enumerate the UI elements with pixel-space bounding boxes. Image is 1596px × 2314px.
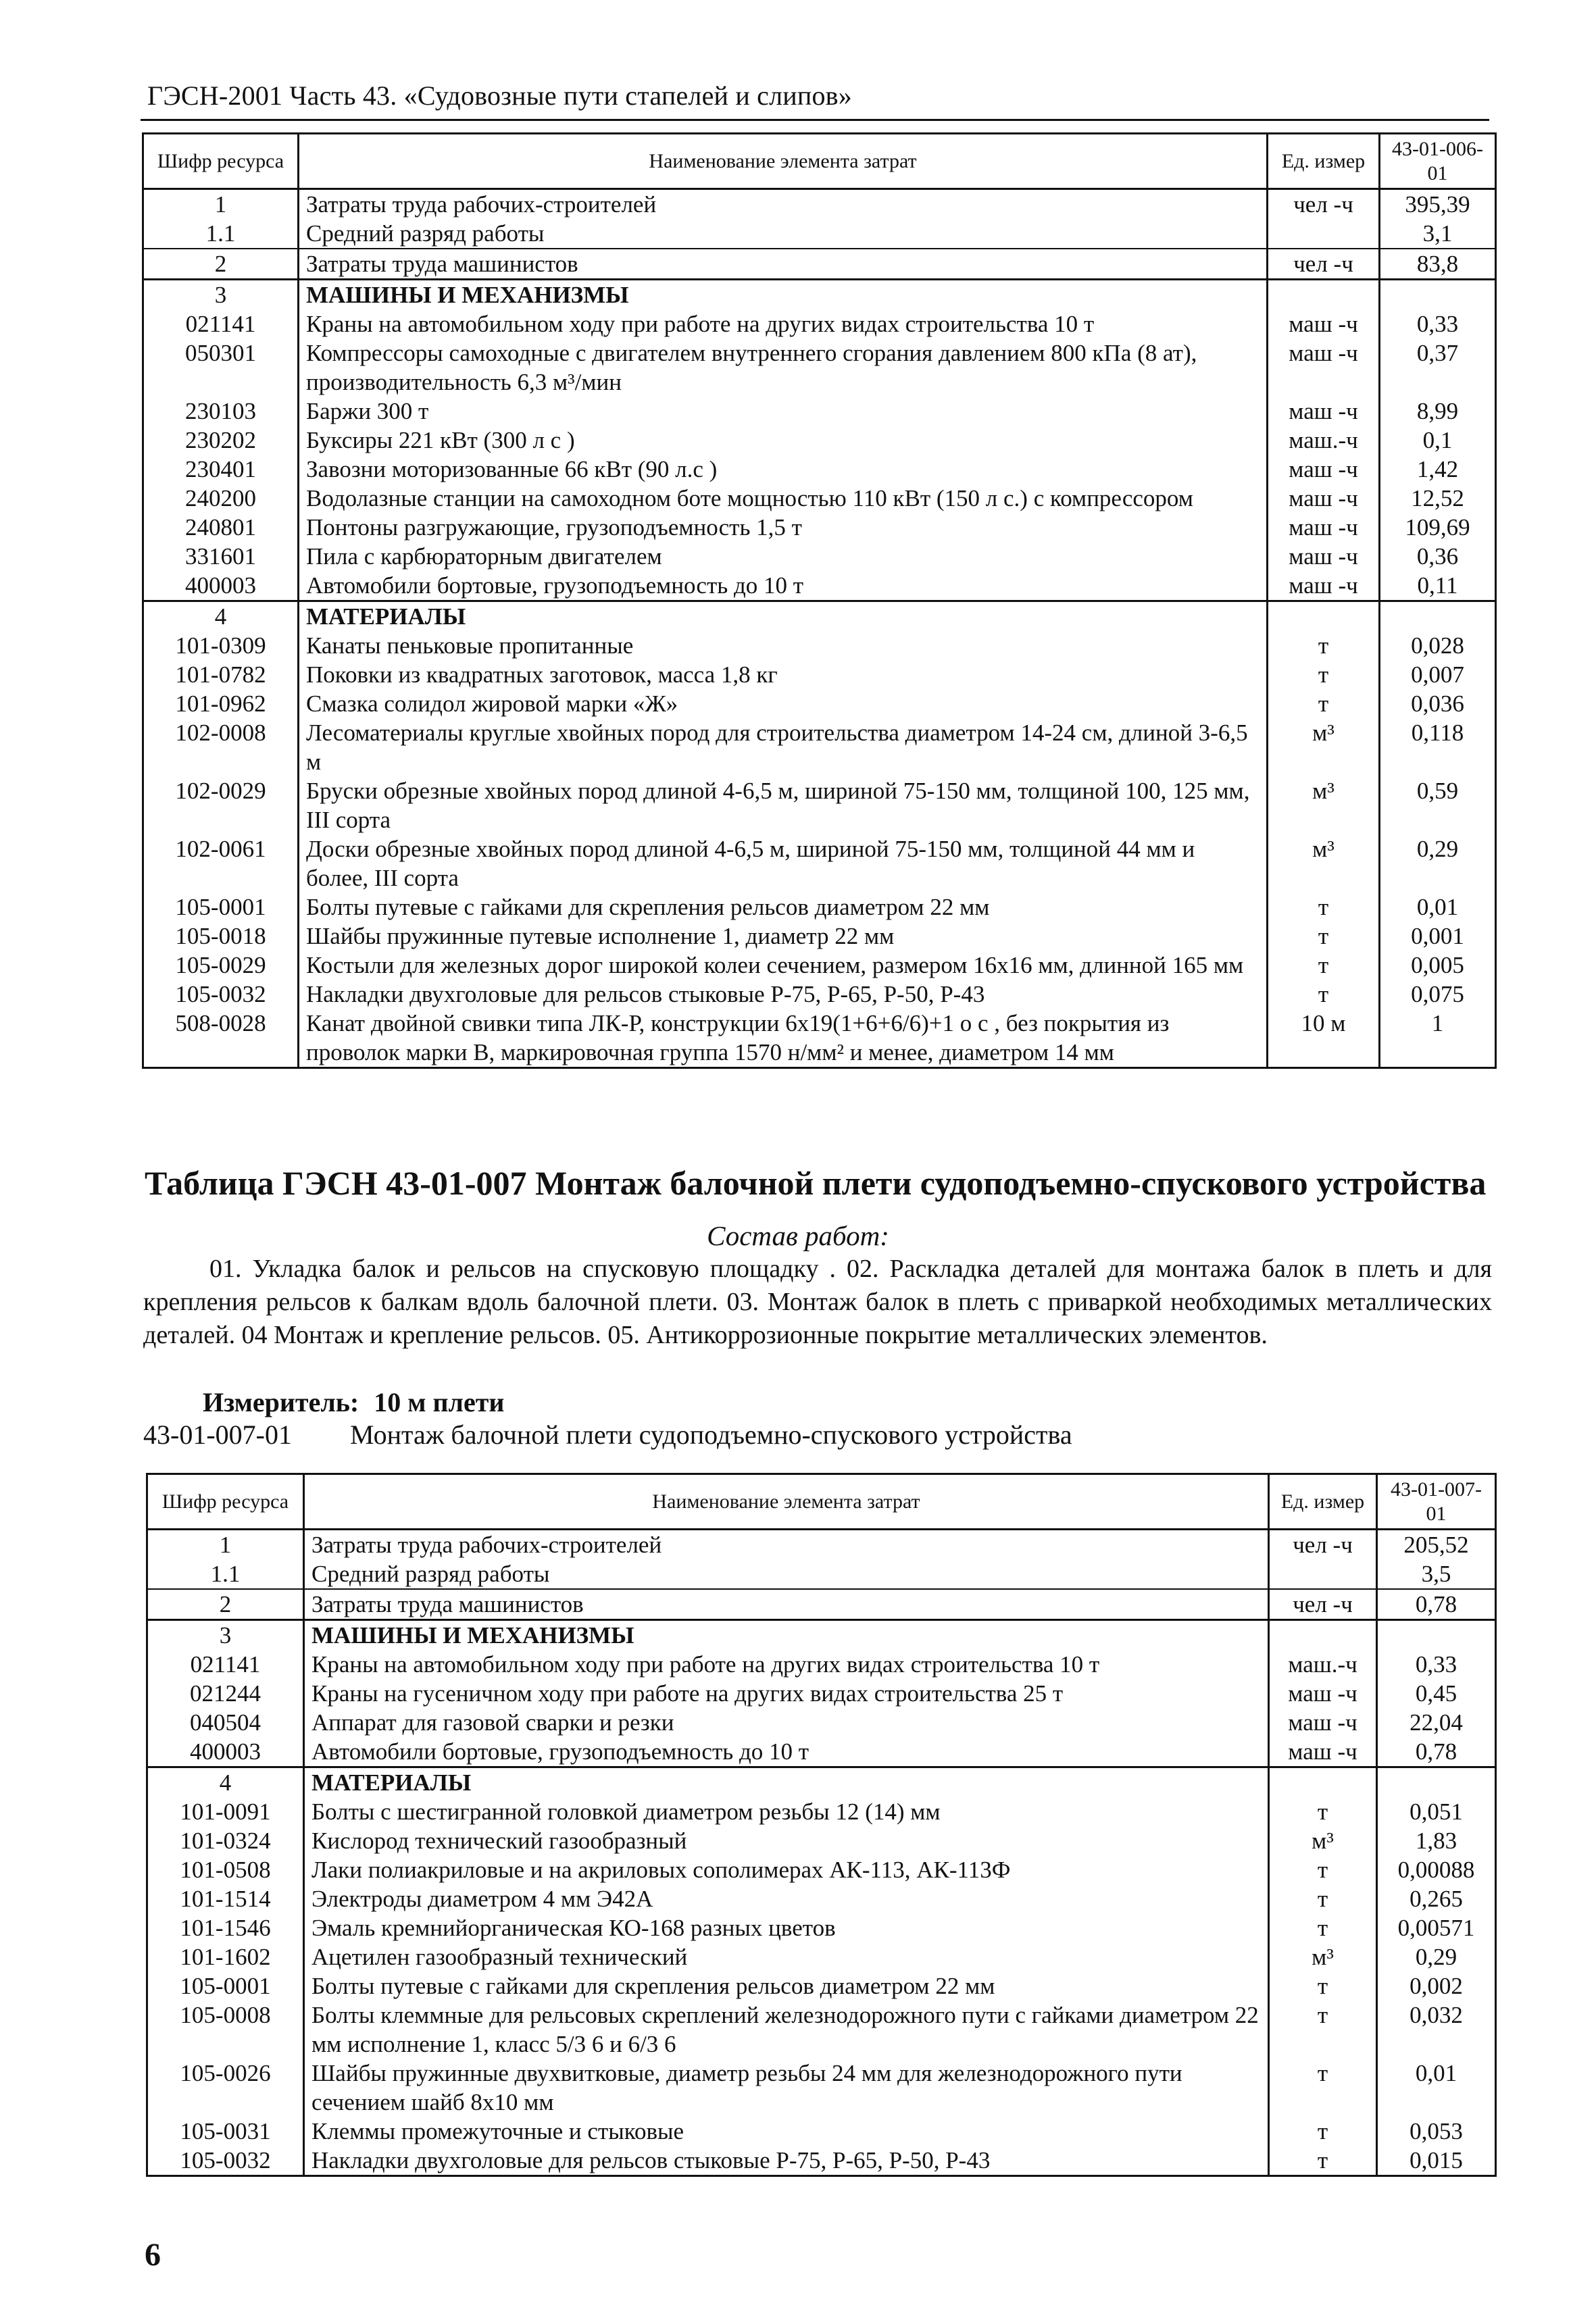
resource-code-cell: 105-0032 [143, 980, 299, 1009]
unit-cell: м³ [1268, 776, 1380, 834]
table-row [143, 834, 1496, 892]
resource-code-cell: 105-0031 [147, 2117, 304, 2146]
resource-code-cell: 101-0508 [147, 1855, 304, 1884]
unit-cell: маш -ч [1268, 338, 1380, 397]
resource-name-cell: Краны на автомобильном ходу при работе на других видах строительства 10 т [304, 1650, 1269, 1679]
resource-code-cell: 2 [143, 249, 299, 280]
resource-name-cell: Шайбы пружинные двухвитковые, диаметр резьбы 24 мм для железнодорожного пути сечением шайб 8х10 мм [304, 2059, 1269, 2117]
resource-code-cell: 230202 [143, 426, 299, 455]
table-row [147, 1971, 1496, 2001]
unit-cell: т [1269, 2059, 1377, 2117]
unit-cell: м³ [1268, 718, 1380, 776]
resource-name-cell: Болты путевые с гайками для скрепления рельсов диаметром 22 мм [304, 1971, 1269, 2001]
norm-value-cell: 0,028 [1380, 631, 1496, 660]
table-row [143, 660, 1496, 689]
norm-value-cell: 0,118 [1380, 718, 1496, 776]
resource-name-cell: Ацетилен газообразный технический [304, 1942, 1269, 1971]
resource-name-cell: Затраты труда рабочих-строителей [299, 189, 1268, 220]
resource-code-cell: 3 [147, 1620, 304, 1651]
unit-cell [1269, 1559, 1377, 1589]
norm-value-cell: 0,00088 [1377, 1855, 1496, 1884]
resource-code-cell: 101-0091 [147, 1797, 304, 1826]
resource-code-cell: 105-0001 [143, 892, 299, 922]
table-row [143, 1009, 1496, 1068]
table-row [147, 1855, 1496, 1884]
table-row [147, 1530, 1496, 1560]
resource-name-cell: Баржи 300 т [299, 397, 1268, 426]
resource-name-cell: Канаты пеньковые пропитанные [299, 631, 1268, 660]
table-row [143, 484, 1496, 513]
resource-code-cell: 105-0026 [147, 2059, 304, 2117]
resource-code-cell: 040504 [147, 1708, 304, 1737]
resource-code-cell: 230401 [143, 455, 299, 484]
table-row [143, 951, 1496, 980]
resource-code-cell: 400003 [143, 571, 299, 601]
table-row [143, 631, 1496, 660]
unit-cell [1269, 1620, 1377, 1651]
unit-cell: маш -ч [1269, 1737, 1377, 1767]
norm-value-cell [1377, 1620, 1496, 1651]
table-row [147, 1913, 1496, 1942]
resource-code-cell: 1.1 [143, 219, 299, 249]
norm-value-cell: 205,52 [1377, 1530, 1496, 1560]
unit-cell: т [1269, 2001, 1377, 2059]
unit-cell: м³ [1269, 1942, 1377, 1971]
column-header-name: Наименование элемента затрат [299, 134, 1268, 189]
unit-cell: маш -ч [1268, 571, 1380, 601]
resource-name-cell: Болты клеммные для рельсовых скреплений железнодорожного пути с гайками диаметром 22 мм исполнение 1, класс 5/3 6 и 6/3 6 [304, 2001, 1269, 2059]
table-row [147, 2059, 1496, 2117]
unit-cell [1268, 601, 1380, 632]
unit-cell [1269, 1767, 1377, 1798]
works-label: Состав работ: [707, 1220, 889, 1251]
resource-name-cell: Краны на автомобильном ходу при работе на других видах строительства 10 т [299, 309, 1268, 338]
unit-cell: маш -ч [1269, 1708, 1377, 1737]
table-row [147, 1826, 1496, 1855]
unit-cell: маш -ч [1268, 513, 1380, 542]
table-row [143, 892, 1496, 922]
table-row [147, 1884, 1496, 1913]
unit-cell: м³ [1269, 1826, 1377, 1855]
page-number: 6 [145, 2237, 161, 2273]
norm-value-cell: 0,051 [1377, 1797, 1496, 1826]
resource-name-cell: Шайбы пружинные путевые исполнение 1, диаметр 22 мм [299, 922, 1268, 951]
resource-code-cell: 331601 [143, 542, 299, 571]
norm-value-cell: 1,42 [1380, 455, 1496, 484]
unit-cell: т [1268, 689, 1380, 718]
unit-cell: чел -ч [1268, 189, 1380, 220]
norm-value-cell: 22,04 [1377, 1708, 1496, 1737]
norm-code-line [143, 1419, 1072, 1451]
resource-name-cell: Поковки из квадратных заготовок, масса 1,8 кг [299, 660, 1268, 689]
resource-code-cell: 101-1602 [147, 1942, 304, 1971]
unit-cell: т [1269, 1797, 1377, 1826]
unit-cell: т [1269, 1913, 1377, 1942]
norm-value-cell: 0,002 [1377, 1971, 1496, 2001]
norm-value-cell: 0,015 [1377, 2146, 1496, 2176]
unit-cell: т [1268, 980, 1380, 1009]
table-row [143, 980, 1496, 1009]
resource-name-cell: Затраты труда рабочих-строителей [304, 1530, 1269, 1560]
resource-code-cell: 4 [143, 601, 299, 632]
resource-name-cell: Автомобили бортовые, грузоподъемность до 10 т [304, 1737, 1269, 1767]
norm-value-cell: 0,59 [1380, 776, 1496, 834]
table-row [147, 1679, 1496, 1708]
table-row [147, 2001, 1496, 2059]
table-row [147, 1767, 1496, 1798]
norm-value-cell: 0,33 [1377, 1650, 1496, 1679]
table-row [143, 426, 1496, 455]
resource-code-cell: 105-0008 [147, 2001, 304, 2059]
norm-value-cell: 83,8 [1380, 249, 1496, 280]
resource-name-cell: Кислород технический газообразный [304, 1826, 1269, 1855]
meter-line [203, 1386, 504, 1418]
resource-name-cell: Водолазные станции на самоходном боте мощностью 110 кВт (150 л с.) с компрессором [299, 484, 1268, 513]
unit-cell: маш.-ч [1268, 426, 1380, 455]
resource-code-cell: 230103 [143, 397, 299, 426]
unit-cell: чел -ч [1269, 1589, 1377, 1620]
norm-value-cell: 0,00571 [1377, 1913, 1496, 1942]
resource-code-cell: 4 [147, 1767, 304, 1798]
unit-cell: т [1269, 2117, 1377, 2146]
table-row [143, 338, 1496, 397]
table-row [147, 1708, 1496, 1737]
resource-code-cell: 021244 [147, 1679, 304, 1708]
table-row [143, 571, 1496, 601]
resource-name-cell: Накладки двухголовые для рельсов стыковые Р-75, Р-65, Р-50, Р-43 [299, 980, 1268, 1009]
table-row [143, 776, 1496, 834]
resource-code-cell: 3 [143, 280, 299, 310]
norm-value-cell: 0,29 [1377, 1942, 1496, 1971]
resource-name-cell: Понтоны разгружающие, грузоподъемность 1,5 т [299, 513, 1268, 542]
norm-value-cell: 0,45 [1377, 1679, 1496, 1708]
resource-table-43-01-007-01 [146, 1473, 1497, 2177]
resource-name-cell: Затраты труда машинистов [304, 1589, 1269, 1620]
norm-value-cell: 0,1 [1380, 426, 1496, 455]
norm-value-cell: 3,1 [1380, 219, 1496, 249]
works-description: 01. Укладка балок и рельсов на спусковую площадку . 02. Раскладка деталей для монтажа балок в плеть и для крепления рельсов к балкам вдоль балочной плети. 03. Монтаж балок в плеть с приваркой необходимых металлических деталей. 04 Монтаж и крепление рельсов. 05. Антикоррозионные покрытие металлических элементов. [143, 1255, 1492, 1349]
norm-value-cell: 0,001 [1380, 922, 1496, 951]
resource-name-cell: Болты путевые с гайками для скрепления рельсов диаметром 22 мм [299, 892, 1268, 922]
table-row [143, 280, 1496, 310]
header-divider [141, 119, 1489, 121]
unit-cell: чел -ч [1268, 249, 1380, 280]
table-row [147, 1797, 1496, 1826]
table-row [143, 601, 1496, 632]
resource-name-cell: Болты с шестигранной головкой диаметром резьбы 12 (14) мм [304, 1797, 1269, 1826]
norm-value-cell: 0,29 [1380, 834, 1496, 892]
unit-cell: маш -ч [1268, 397, 1380, 426]
unit-cell: т [1269, 2146, 1377, 2176]
resource-name-cell: МАТЕРИАЛЫ [304, 1767, 1269, 1798]
resource-name-cell: Краны на гусеничном ходу при работе на других видах строительства 25 т [304, 1679, 1269, 1708]
norm-description: Монтаж балочной плети судоподъемно-спускового устройства [350, 1419, 1072, 1450]
resource-code-cell: 021141 [147, 1650, 304, 1679]
resource-name-cell: Буксиры 221 кВт (300 л с ) [299, 426, 1268, 455]
norm-value-cell: 0,37 [1380, 338, 1496, 397]
unit-cell: т [1268, 951, 1380, 980]
norm-value-cell: 0,005 [1380, 951, 1496, 980]
norm-value-cell: 3,5 [1377, 1559, 1496, 1589]
resource-code-cell: 240200 [143, 484, 299, 513]
norm-value-cell: 395,39 [1380, 189, 1496, 220]
table-row [143, 189, 1496, 220]
resource-name-cell: Завозни моторизованные 66 кВт (90 л.с ) [299, 455, 1268, 484]
table-row [147, 1737, 1496, 1767]
resource-name-cell: Доски обрезные хвойных пород длиной 4-6,5 м, шириной 75-150 мм, толщиной 44 мм и более, III сорта [299, 834, 1268, 892]
unit-cell: маш -ч [1268, 484, 1380, 513]
resource-code-cell: 240801 [143, 513, 299, 542]
resource-name-cell: МАШИНЫ И МЕХАНИЗМЫ [299, 280, 1268, 310]
table-row [143, 718, 1496, 776]
table-row [143, 219, 1496, 249]
resource-name-cell: Электроды диаметром 4 мм Э42А [304, 1884, 1269, 1913]
table-row [143, 249, 1496, 280]
norm-value-cell: 0,007 [1380, 660, 1496, 689]
norm-value-cell: 0,265 [1377, 1884, 1496, 1913]
resource-code-cell: 101-0782 [143, 660, 299, 689]
page-header: ГЭСН-2001 Часть 43. «Судовозные пути стапелей и слипов» [147, 80, 852, 111]
norm-value-cell [1377, 1767, 1496, 1798]
norm-value-cell: 0,036 [1380, 689, 1496, 718]
norm-value-cell: 1 [1380, 1009, 1496, 1068]
resource-table-43-01-006-01 [142, 132, 1497, 1069]
resource-code-cell: 1 [143, 189, 299, 220]
unit-cell [1268, 280, 1380, 310]
table-row [147, 1589, 1496, 1620]
resource-code-cell: 101-0324 [147, 1826, 304, 1855]
resource-name-cell: МАШИНЫ И МЕХАНИЗМЫ [304, 1620, 1269, 1651]
resource-name-cell: Смазка солидол жировой марки «Ж» [299, 689, 1268, 718]
table-row [143, 922, 1496, 951]
resource-code-cell: 101-0309 [143, 631, 299, 660]
norm-value-cell: 0,36 [1380, 542, 1496, 571]
norm-value-cell: 0,78 [1377, 1589, 1496, 1620]
resource-code-cell: 508-0028 [143, 1009, 299, 1068]
unit-cell: т [1268, 922, 1380, 951]
resource-code-cell: 105-0018 [143, 922, 299, 951]
resource-code-cell: 400003 [147, 1737, 304, 1767]
norm-value-cell [1380, 601, 1496, 632]
unit-cell: маш -ч [1269, 1679, 1377, 1708]
table-row [143, 513, 1496, 542]
resource-name-cell: Компрессоры самоходные с двигателем внутреннего сгорания давлением 800 кПа (8 ат), производительность 6,3 м³/мин [299, 338, 1268, 397]
resource-code-cell: 102-0061 [143, 834, 299, 892]
resource-name-cell: Клеммы промежуточные и стыковые [304, 2117, 1269, 2146]
column-header-name: Наименование элемента затрат [304, 1474, 1269, 1530]
column-header-unit: Ед. измер [1269, 1474, 1377, 1530]
norm-value-cell [1380, 280, 1496, 310]
resource-code-cell: 2 [147, 1589, 304, 1620]
table-row [147, 1942, 1496, 1971]
resource-code-cell: 101-1514 [147, 1884, 304, 1913]
norm-value-cell: 1,83 [1377, 1826, 1496, 1855]
unit-cell [1268, 219, 1380, 249]
table-row [143, 397, 1496, 426]
resource-code-cell: 101-1546 [147, 1913, 304, 1942]
resource-name-cell: Лесоматериалы круглые хвойных пород для строительства диаметром 14-24 см, длиной 3-6,5 м [299, 718, 1268, 776]
column-header-unit: Ед. измер [1268, 134, 1380, 189]
table-row [143, 689, 1496, 718]
resource-code-cell: 1 [147, 1530, 304, 1560]
column-header-norm: 43-01-007-01 [1377, 1474, 1496, 1530]
table-row [143, 542, 1496, 571]
resource-code-cell: 102-0029 [143, 776, 299, 834]
resource-name-cell: Пила с карбюраторным двигателем [299, 542, 1268, 571]
unit-cell: т [1269, 1971, 1377, 2001]
resource-code-cell: 050301 [143, 338, 299, 397]
unit-cell: маш -ч [1268, 542, 1380, 571]
resource-name-cell: Средний разряд работы [299, 219, 1268, 249]
norm-value-cell: 0,01 [1377, 2059, 1496, 2117]
norm-value-cell: 109,69 [1380, 513, 1496, 542]
table-row [143, 455, 1496, 484]
norm-value-cell: 0,053 [1377, 2117, 1496, 2146]
resource-name-cell: Канат двойной свивки типа ЛК-Р, конструкции 6х19(1+6+6/6)+1 о с , без покрытия из проволок марки В, маркировочная группа 1570 н/мм² и менее, диаметром 14 мм [299, 1009, 1268, 1068]
resource-name-cell: МАТЕРИАЛЫ [299, 601, 1268, 632]
norm-value-cell: 0,11 [1380, 571, 1496, 601]
table-row [147, 2117, 1496, 2146]
resource-name-cell: Аппарат для газовой сварки и резки [304, 1708, 1269, 1737]
table-row [147, 1650, 1496, 1679]
resource-code-cell: 102-0008 [143, 718, 299, 776]
norm-code: 43-01-007-01 [143, 1419, 292, 1450]
unit-cell: т [1268, 892, 1380, 922]
unit-cell: т [1268, 660, 1380, 689]
unit-cell: чел -ч [1269, 1530, 1377, 1560]
resource-name-cell: Накладки двухголовые для рельсов стыковые Р-75, Р-65, Р-50, Р-43 [304, 2146, 1269, 2176]
norm-value-cell: 8,99 [1380, 397, 1496, 426]
norm-value-cell: 0,01 [1380, 892, 1496, 922]
resource-name-cell: Лаки полиакриловые и на акриловых сополимерах АК-113, АК-113Ф [304, 1855, 1269, 1884]
table-title: Таблица ГЭСН 43-01-007 Монтаж балочной плети судоподъемно-спускового устройства [145, 1164, 1487, 1202]
resource-code-cell: 105-0032 [147, 2146, 304, 2176]
unit-cell: м³ [1268, 834, 1380, 892]
resource-code-cell: 105-0001 [147, 1971, 304, 2001]
meter-label: Измеритель: [203, 1387, 359, 1417]
column-header-norm: 43-01-006-01 [1380, 134, 1496, 189]
unit-cell: маш -ч [1268, 455, 1380, 484]
unit-cell: т [1269, 1855, 1377, 1884]
resource-name-cell: Затраты труда машинистов [299, 249, 1268, 280]
table-row [143, 309, 1496, 338]
resource-code-cell: 021141 [143, 309, 299, 338]
resource-name-cell: Эмаль кремнийорганическая КО-168 разных цветов [304, 1913, 1269, 1942]
resource-code-cell: 105-0029 [143, 951, 299, 980]
unit-cell: маш -ч [1268, 309, 1380, 338]
unit-cell: 10 м [1268, 1009, 1380, 1068]
table-row [147, 1620, 1496, 1651]
norm-value-cell: 12,52 [1380, 484, 1496, 513]
resource-code-cell: 1.1 [147, 1559, 304, 1589]
norm-value-cell: 0,032 [1377, 2001, 1496, 2059]
resource-name-cell: Бруски обрезные хвойных пород длиной 4-6,5 м, шириной 75-150 мм, толщиной 100, 125 мм, III сорта [299, 776, 1268, 834]
resource-code-cell: 101-0962 [143, 689, 299, 718]
resource-name-cell: Средний разряд работы [304, 1559, 1269, 1589]
norm-value-cell: 0,075 [1380, 980, 1496, 1009]
unit-cell: т [1269, 1884, 1377, 1913]
unit-cell: маш.-ч [1269, 1650, 1377, 1679]
table-row [147, 1559, 1496, 1589]
column-header-code: Шифр ресурса [147, 1474, 304, 1530]
unit-cell: т [1268, 631, 1380, 660]
resource-name-cell: Автомобили бортовые, грузоподъемность до 10 т [299, 571, 1268, 601]
table-row [147, 2146, 1496, 2176]
column-header-code: Шифр ресурса [143, 134, 299, 189]
meter-value: 10 м плети [374, 1387, 505, 1417]
resource-name-cell: Костыли для железных дорог широкой колеи сечением, размером 16х16 мм, длинной 165 мм [299, 951, 1268, 980]
norm-value-cell: 0,78 [1377, 1737, 1496, 1767]
norm-value-cell: 0,33 [1380, 309, 1496, 338]
